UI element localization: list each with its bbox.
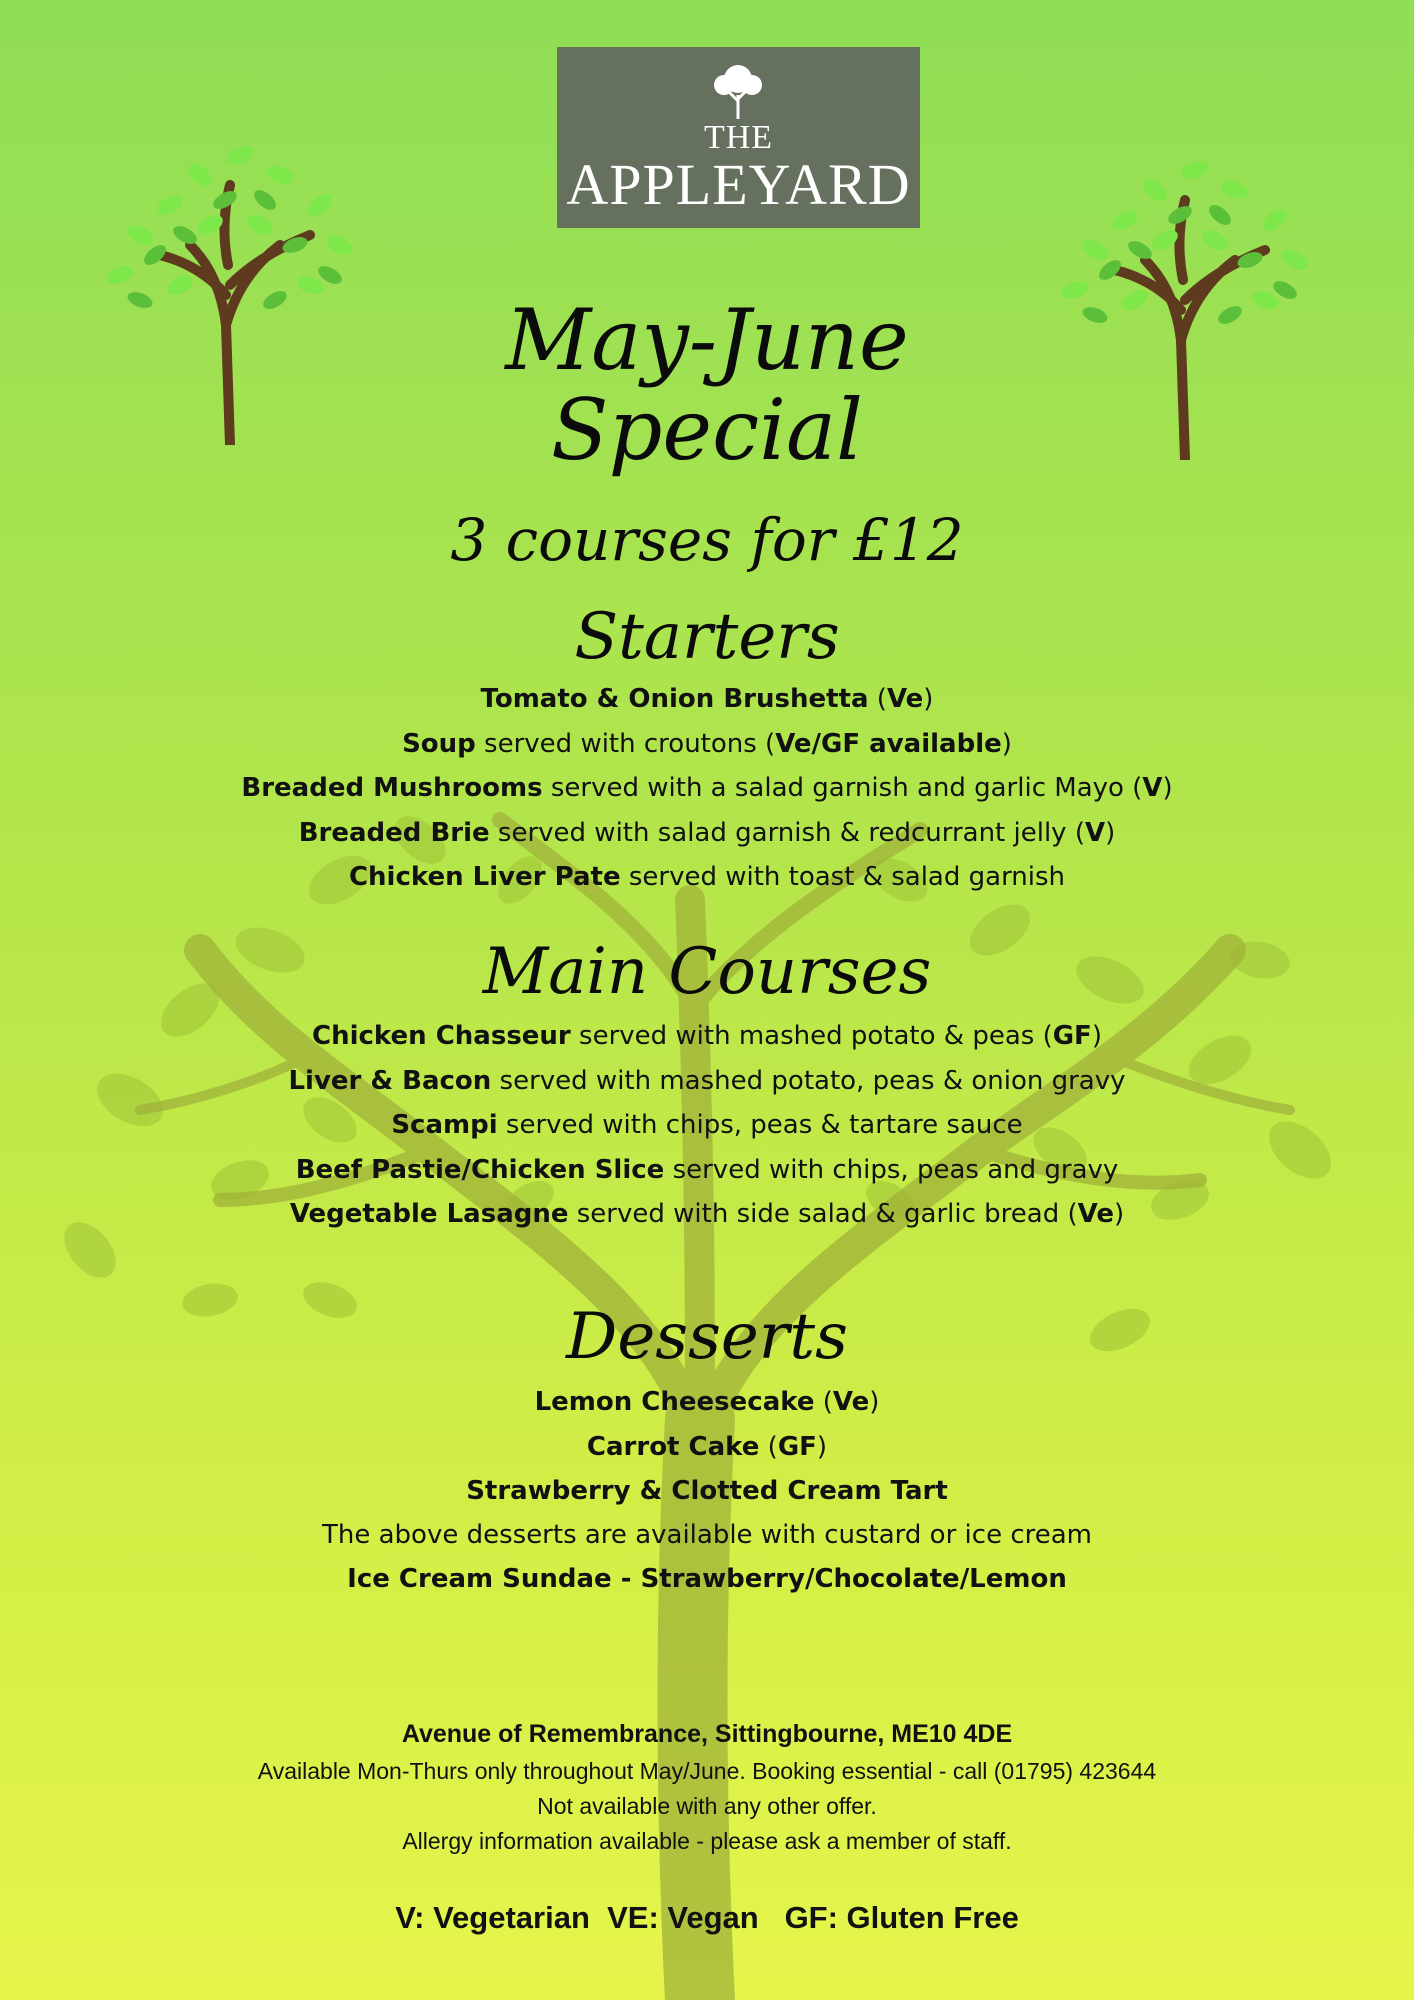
mains-item [0, 1109, 1414, 1141]
desserts-item [0, 1386, 1414, 1418]
offer-price: 3 courses for £12 [450, 506, 964, 574]
dietary-tag: V [1142, 773, 1163, 803]
menu-item-tail: ) [1001, 728, 1012, 759]
menu-item-name: Soup [402, 728, 476, 759]
menu-item-name: Tomato & Onion Brushetta [480, 684, 869, 714]
menu-item-name: Carrot Cake [586, 1431, 760, 1462]
desserts-item [0, 1431, 1414, 1463]
menu-item-name: Beef Pastie/Chicken Slice [295, 1154, 665, 1185]
footer-availability: Available Mon-Thurs only throughout May/June. Booking essential - call (01795) 423644 [257, 1758, 1157, 1784]
dietary-tag: Ve [832, 1387, 870, 1417]
menu-item-name: Chicken Liver Pate [348, 862, 621, 892]
mains-heading: Main Courses [482, 935, 932, 1009]
mains-item [0, 1154, 1414, 1186]
menu-item-description: ( [759, 1431, 778, 1462]
mains-item [0, 1065, 1414, 1097]
footer-offer-note: Not available with any other offer. [537, 1793, 877, 1819]
desserts-note: The above desserts are available with custard or ice cream [321, 1520, 1092, 1550]
menu-item-name: Liver & Bacon [288, 1065, 492, 1096]
title-line-2: Special [551, 381, 863, 479]
menu-item-name: Lemon Cheesecake [534, 1387, 815, 1417]
menu-item-tail: ) [1162, 773, 1173, 803]
menu-item-name: Strawberry & Clotted Cream Tart [466, 1476, 948, 1506]
starters-heading: Starters [574, 600, 840, 674]
menu-item-description: served with mashed potato & peas ( [570, 1021, 1053, 1051]
logo-text-the: THE [703, 119, 774, 156]
starters-item [0, 772, 1414, 804]
menu-item-description: served with croutons ( [475, 728, 776, 759]
desserts-item [0, 1475, 1414, 1507]
desserts-heading: Desserts [566, 1300, 848, 1374]
menu-item-tail: ) [869, 1387, 880, 1417]
menu-item-description: ( [814, 1387, 833, 1417]
menu-item-description: served with side salad & garlic bread ( [568, 1199, 1078, 1229]
menu-item-name: Breaded Brie [298, 817, 490, 848]
starters-item [0, 728, 1414, 760]
menu-item-description: served with chips, peas & tartare sauce [497, 1110, 1023, 1140]
menu-item-description: served with chips, peas and gravy [664, 1154, 1119, 1185]
starters-item [0, 817, 1414, 849]
starters-item [0, 861, 1414, 893]
menu-item-tail: ) [1091, 1021, 1102, 1051]
logo-tree-icon [708, 61, 768, 119]
menu-item-description: served with toast & salad garnish [620, 862, 1066, 892]
footer-allergy: Allergy information available - please ask a member of staff. [402, 1828, 1012, 1854]
dietary-tag: Ve/GF available [775, 728, 1002, 759]
mains-item [0, 1020, 1414, 1052]
desserts-sundae: Ice Cream Sundae - Strawberry/Chocolate/Lemon [347, 1564, 1067, 1594]
menu-item-name: Scampi [391, 1110, 498, 1140]
title-line-1: May-June [505, 291, 909, 389]
menu-item-name: Chicken Chasseur [312, 1021, 571, 1051]
dietary-tag: Ve [886, 684, 924, 714]
dietary-tag: GF [777, 1431, 817, 1462]
logo-text-name: APPLEYARD [566, 152, 911, 217]
dietary-tag: GF [1052, 1021, 1092, 1051]
menu-item-tail: ) [923, 684, 934, 714]
menu-item-description: served with salad garnish & redcurrant jelly ( [489, 817, 1085, 848]
starters-item [0, 683, 1414, 715]
menu-item-tail: ) [1105, 817, 1116, 848]
menu-item-description: served with mashed potato, peas & onion gravy [491, 1065, 1126, 1096]
dietary-tag: V [1084, 817, 1106, 848]
appleyard-logo [557, 47, 920, 228]
menu-item-description: ( [868, 684, 887, 714]
menu-item-name: Vegetable Lasagne [289, 1199, 569, 1229]
menu-item-description: served with a salad garnish and garlic Mayo ( [542, 773, 1143, 803]
menu-item-tail: ) [816, 1431, 828, 1462]
dietary-tag: Ve [1077, 1199, 1114, 1229]
menu-item-tail: ) [1114, 1199, 1125, 1229]
menu-item-name: Breaded Mushrooms [241, 773, 543, 803]
dietary-key: V: Vegetarian VE: Vegan GF: Gluten Free [395, 1900, 1019, 1935]
footer-address: Avenue of Remembrance, Sittingbourne, ME10 4DE [401, 1720, 1013, 1748]
mains-item [0, 1198, 1414, 1230]
